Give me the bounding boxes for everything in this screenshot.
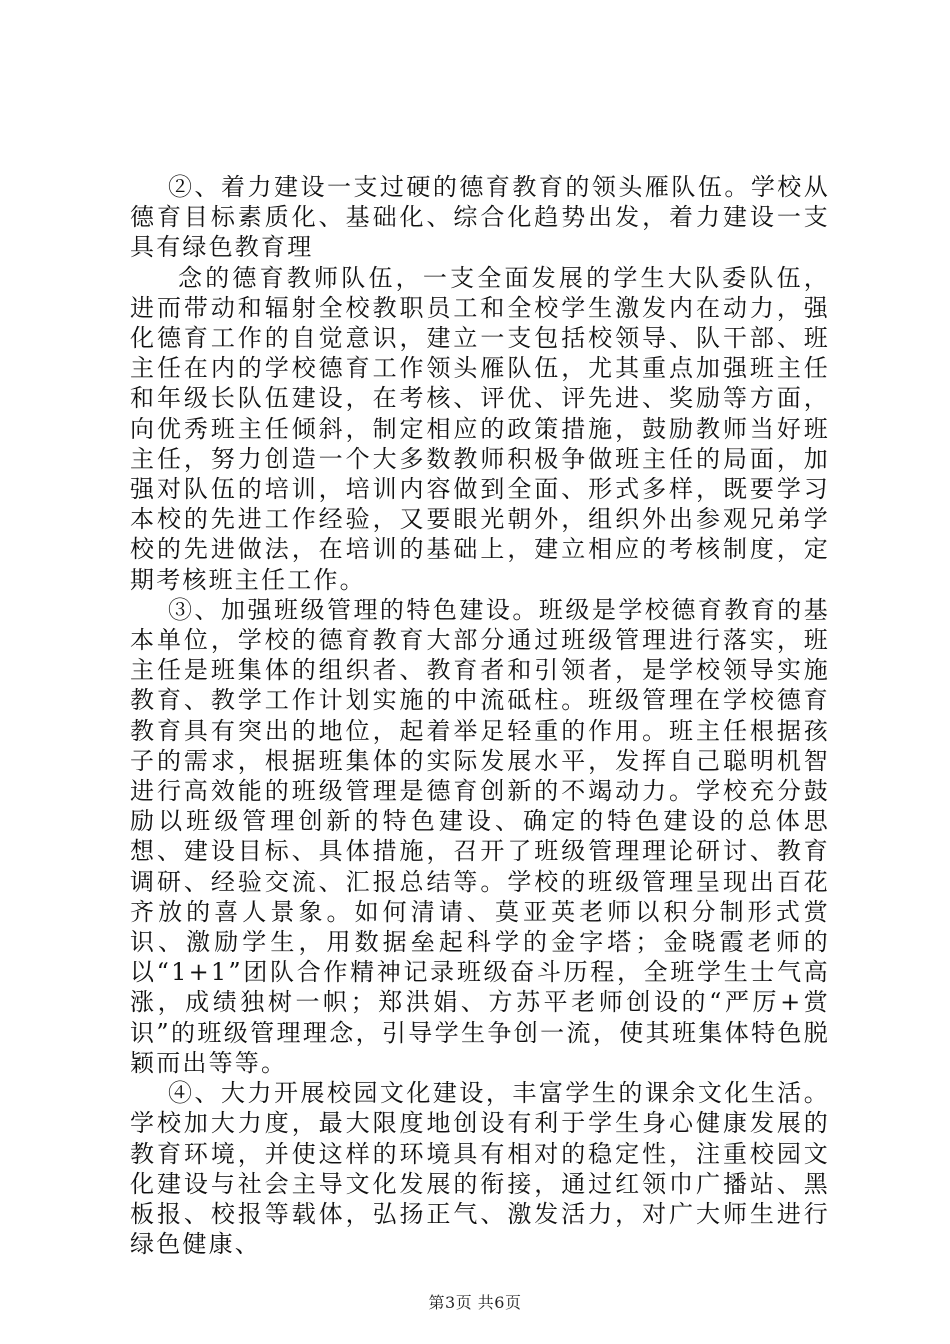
paragraph-2-leadership-team: ②、着力建设一支过硬的德育教育的领头雁队伍。学校从德育目标素质化、基础化、综合化趋势出发，着力建设一支具有绿色教育理 [130,173,830,262]
paragraph-3-class-management: ③、加强班级管理的特色建设。班级是学校德育教育的基本单位，学校的德育教育大部分通过班级管理进行落实，班主任是班集体的组织者、教育者和引领者，是学校领导实施教育、教学工作计划实施的中流砥柱。班级管理在学校德育教育具有突出的地位，起着举足轻重的作用。班主任根据孩子的需求，根据班集体的实际发展水平，发挥自己聪明机智进行高效能的班级管理是德育创新的不竭动力。学校充分鼓励以班级管理创新的特色建设、确定的特色建设的总体思想、建设目标、具体措施，召开了班级管理理论研讨、教育调研、经验交流、汇报总结等。学校的班级管理呈现出百花齐放的喜人景象。如何清请、莫亚英老师以积分制形式赏识、激励学生，用数据垒起科学的金字塔；金晓霞老师的以“1+1”团队合作精神记录班级奋斗历程，全班学生士气高涨，成绩独树一帜；郑洪娟、方苏平老师创设的“严厉+赏识”的班级管理理念，引导学生争创一流，使其班集体特色脱颖而出等等。 [130,595,830,1077]
page-footer: 第3页 共6页 [428,1293,522,1312]
document-body [130,172,830,1259]
paragraph-4-campus-culture: ④、大力开展校园文化建设，丰富学生的课余文化生活。学校加大力度，最大限度地创设有利于学生身心健康发展的教育环境，并使这样的环境具有相对的稳定性，注重校园文化建设与社会主导文化发展的衔接，通过红领巾广播站、黑板报、校报等载体，弘扬正气、激发活力，对广大师生进行绿色健康、 [130,1079,830,1259]
paragraph-2-continued: 念的德育教师队伍，一支全面发展的学生大队委队伍，进而带动和辐射全校教职员工和全校学生激发内在动力，强化德育工作的自觉意识，建立一支包括校领导、队干部、班主任在内的学校德育工作领头雁队伍，尤其重点加强班主任和年级长队伍建设，在考核、评优、评先进、奖励等方面，向优秀班主任倾斜，制定相应的政策措施，鼓励教师当好班主任，努力创造一个大多数教师积极争做班主任的局面，加强对队伍的培训，培训内容做到全面、形式多样，既要学习本校的先进工作经验，又要眼光朝外，组织外出参观兄弟学校的先进做法，在培训的基础上，建立相应的考核制度，定期考核班主任工作。 [130,263,830,594]
